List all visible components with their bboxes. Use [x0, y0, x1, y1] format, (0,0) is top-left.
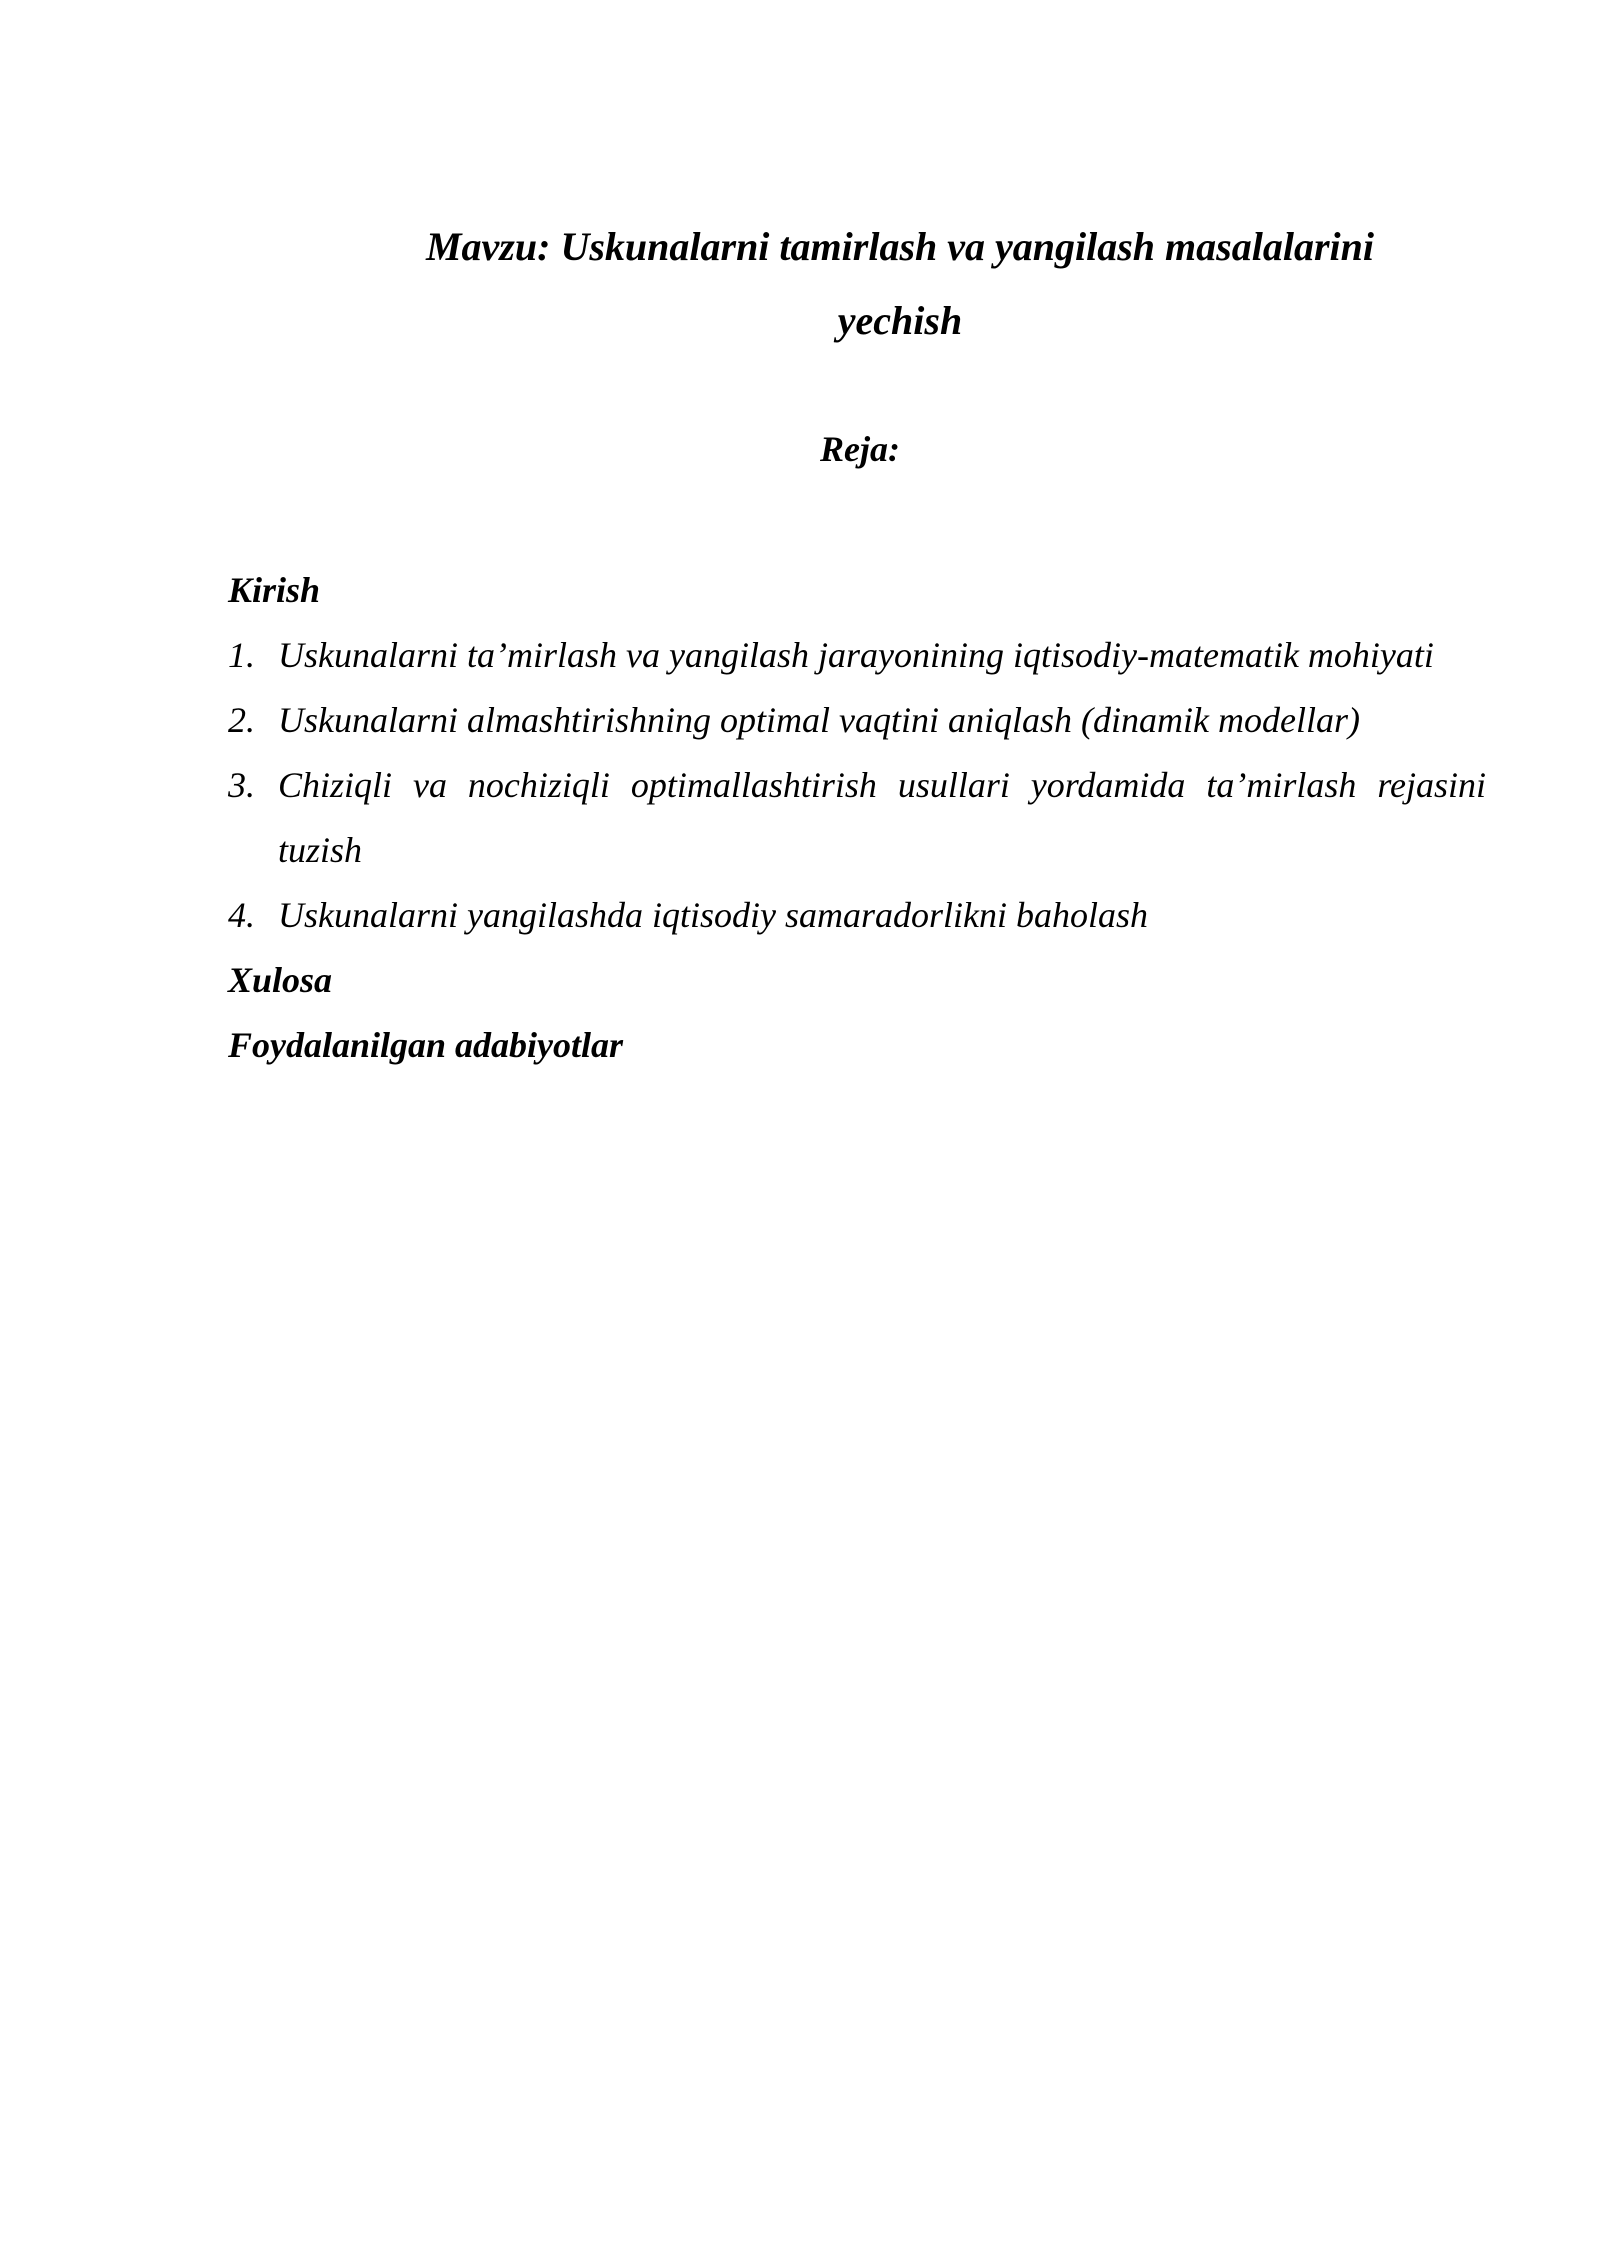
plan-item-1 — [228, 623, 1486, 688]
plan-item-text: Uskunalarni yangilashda iqtisodiy samaradorlikni baholash — [278, 895, 1149, 935]
intro-heading: Kirish — [228, 570, 321, 610]
plan-item-4 — [228, 883, 1486, 948]
plan-item-number: 2. — [228, 700, 255, 740]
plan-item-2 — [228, 688, 1486, 753]
conclusion-heading: Xulosa — [228, 960, 333, 1000]
document-title — [380, 210, 1420, 358]
plan-item-number: 3. — [228, 765, 255, 805]
plan-item-text: Chiziqli va nochiziqli optimallashtirish usullari yordamida ta’mirlash rejasini tuzish — [278, 765, 1486, 870]
plan-item-3 — [228, 753, 1486, 883]
plan-item-text: Uskunalarni almashtirishning optimal vaqtini aniqlash (dinamik modellar) — [278, 700, 1360, 740]
plan-item-text: Uskunalarni ta’mirlash va yangilash jarayonining iqtisodiy-matematik mohiyati — [278, 635, 1434, 675]
plan-heading: Reja: — [820, 429, 900, 469]
plan-item-number: 4. — [228, 895, 255, 935]
title-line-2: yechish — [837, 298, 963, 343]
plan-item-number: 1. — [228, 635, 255, 675]
references-heading: Foydalanilgan adabiyotlar — [228, 1025, 624, 1065]
plan-outline — [228, 558, 1486, 1078]
title-line-1: Mavzu: Uskunalarni tamirlash va yangilash masalalarini — [425, 224, 1374, 269]
